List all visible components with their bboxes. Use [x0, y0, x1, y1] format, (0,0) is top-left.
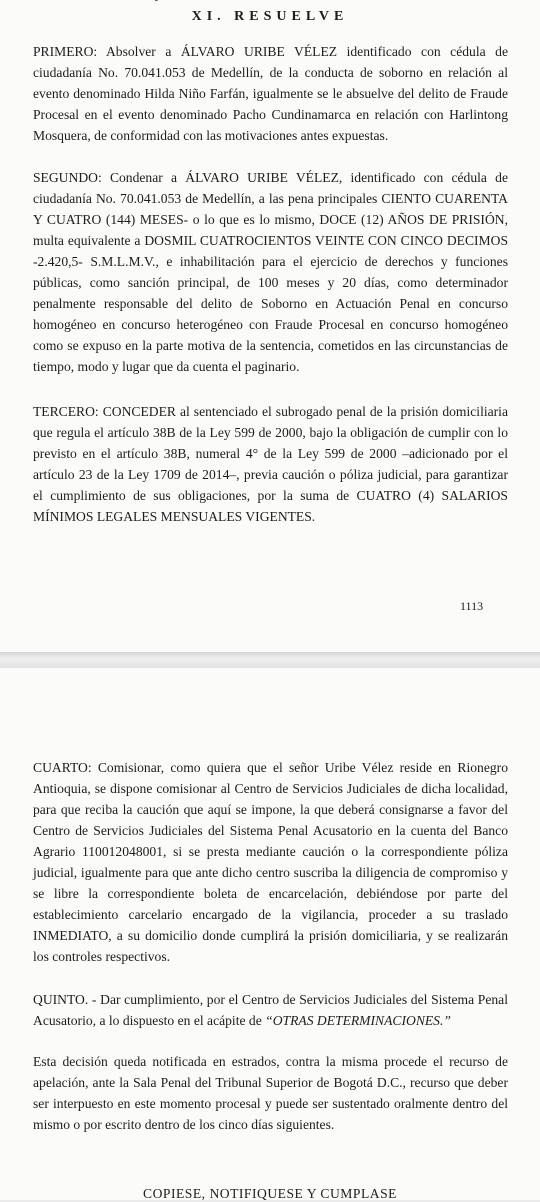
quinto-emphasis: “OTRAS DETERMINACIONES.”	[265, 1013, 451, 1028]
paragraph-primero: PRIMERO: Absolver a ÁLVARO URIBE VÉLEZ identificado con cédula de ciudadanía No. 70.041.053 de Medellín, de la conducta de soborno en relación al evento denominado Hilda Niño Farfán, igualmente se le absuelve del delito de Fraude Procesal en el evento denominado Pacho Cundinamarca en relación con Harlintong Mosquera, de conformidad con las motivaciones antes expuestas.	[33, 44, 508, 143]
quinto-text: QUINTO. - Dar cumplimiento, por el Centro de Servicios Judiciales del Sistema Penal Acusatorio, a lo dispuesto en el acápite de	[33, 992, 508, 1028]
paragraph-tercero: TERCERO: CONCEDER al sentenciado el subrogado penal de la prisión domiciliaria que regula el artículo 38B de la Ley 599 de 2000, bajo la obligación de cumplir con lo previsto en el artículo 38B, numeral 4° de la Ley 599 de 2000 –adicionado por el artículo 23 de la Ley 1709 de 2014–, previa caución o póliza judicial, para garantizar el cumplimiento de sus obligaciones, por la suma de CUATRO (4) SALARIOS MÍNIMOS LEGALES MENSUALES VIGENTES.	[33, 404, 508, 524]
paragraph-cuarto: CUARTO: Comisionar, como quiera que el señor Uribe Vélez reside en Rionegro Antioquia, se dispone comisionar al Centro de Servicios Judiciales de dicha localidad, para que reciba la caución que aquí se impone, la que deberá consignarse a favor del Centro de Servicios Judiciales del Sistema Penal Acusatorio en la cuenta del Banco Agrario 110012048001, si se presta mediante caución o la correspondiente póliza judicial, igualmente para que ante dicho centro suscriba la diligencia de compromiso y se libre la correspondiente boleta de encarcelación, debiéndose por parte del establecimiento carcelario encargado de la vigilancia, proceder a su traslado INMEDIATO, a su domicilio donde cumplirá la prisión domiciliaria, y se realizarán los controles respectivos.	[33, 760, 508, 964]
page-number: 1113	[460, 599, 484, 613]
paragraph-notificacion: Esta decisión queda notificada en estrados, contra la misma procede el recurso de apelación, ante la Sala Penal del Tribunal Superior de Bogotá D.C., recurso que deber ser interpuesto en este momento procesal y puede ser sustentado oralmente dentro del mismo o por escrito dentro de los cinco días siguientes.	[33, 1054, 508, 1132]
page-separator	[0, 652, 540, 668]
closing-formula: COPIESE, NOTIFIQUESE Y CUMPLASE	[143, 1186, 397, 1201]
cut-off-line	[52, 0, 166, 2]
document-page-2	[0, 668, 540, 1200]
paragraph-segundo: SEGUNDO: Condenar a ÁLVARO URIBE VÉLEZ, identificado con cédula de ciudadanía No. 70.041.053 de Medellín, a las pena principales CIENTO CUARENTA Y CUATRO (144) MESES- o lo que es lo mismo, DOCE (12) AÑOS DE PRISIÓN, multa equivalente a DOSMIL CUATROCIENTOS VEINTE CON CINCO DECIMOS -2.420,5- S.M.L.M.V., e inhabilitación para el ejercicio de derechos y funciones públicas, como sanción principal, de 100 meses y 20 días, como determinador penalmente responsable del delito de Soborno en Actuación Penal en concurso homogéneo en concurso heterogéneo con Fraude Procesal en concurso homogéneo como se expuso en la parte motiva de la sentencia, cometidos en las circunstancias de tiempo, modo y lugar que da cuenta el paginario.	[33, 170, 508, 374]
paragraph-quinto	[33, 989, 508, 1031]
section-heading: XI. RESUELVE	[191, 9, 349, 24]
